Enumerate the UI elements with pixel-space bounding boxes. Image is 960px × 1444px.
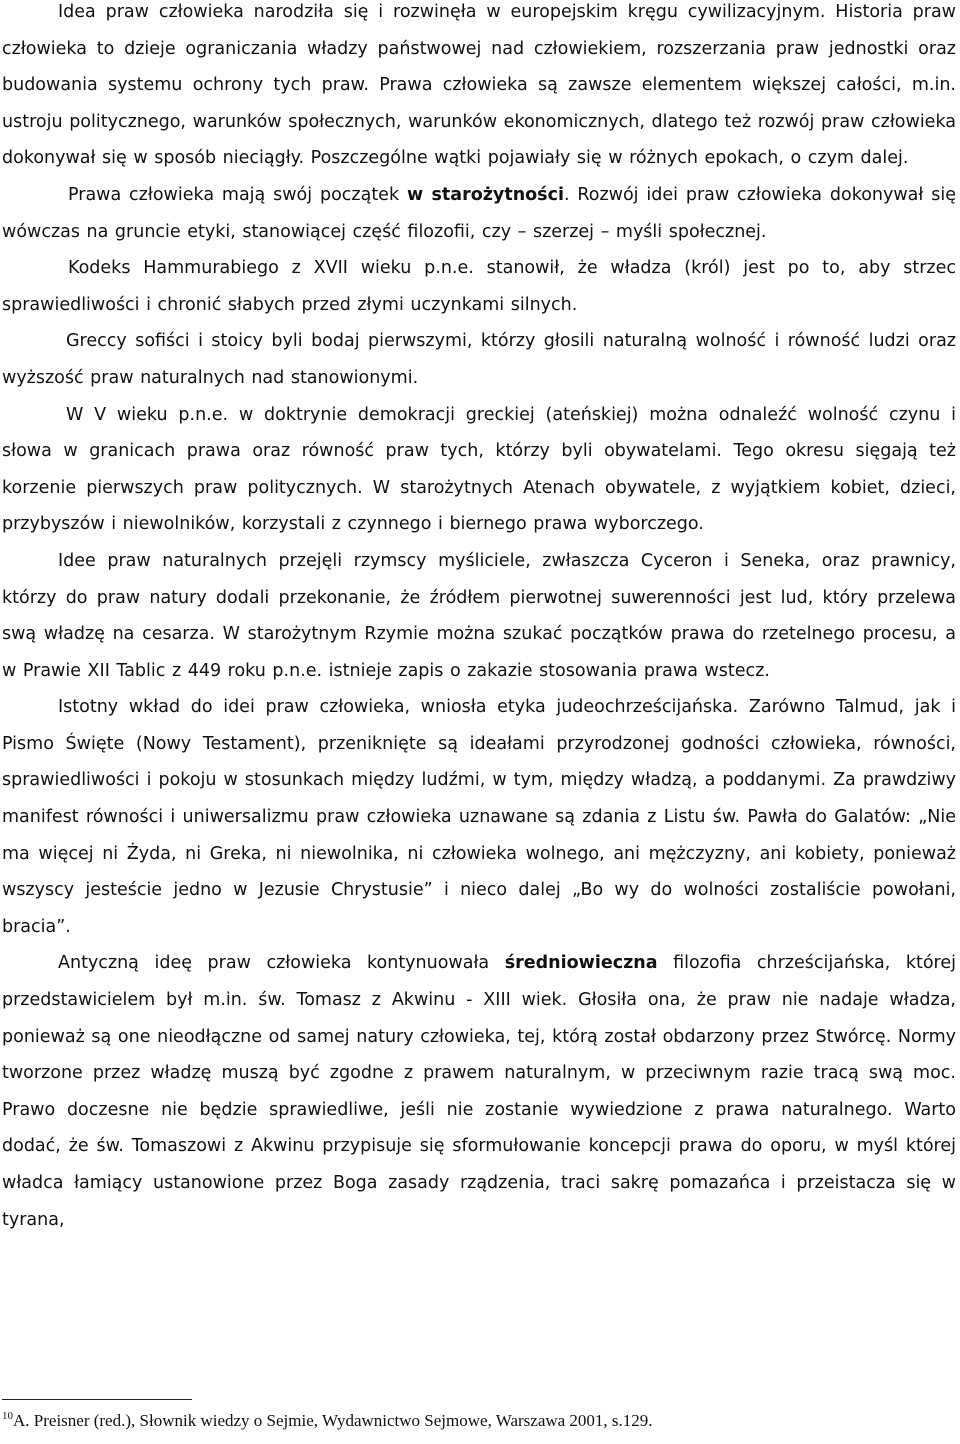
paragraph-text: Kodeks Hammurabiego z XVII wieku p.n.e. stanowił, że władza (król) jest po to, aby strzec sprawiedliwości i chronić słabych przed złymi uczynkami silnych. — [2, 258, 956, 315]
footnote — [2, 1410, 952, 1431]
paragraph-text: Idee praw naturalnych przejęli rzymscy myśliciele, zwłaszcza Cyceron i Seneka, oraz prawnicy, którzy do praw natury dodali przekonanie, że źródłem pierwotnej suwerenności jest lud, który przelewa swą władzę na cesarza. W starożytnym Rzymie można szukać początków prawa do rzetelnego procesu, a w Prawie XII Tablic z 449 roku p.n.e. istnieje zapis o zakazie stosowania prawa wstecz. — [2, 550, 956, 681]
footnote-number: 10 — [2, 1410, 13, 1422]
paragraph-text: Idea praw człowieka narodziła się i rozwinęła w europejskim kręgu cywilizacyjnym. Historia praw człowieka to dzieje ograniczania władzy państwowej nad człowiekiem, rozszerzania praw jednostki oraz budowania systemu ochrony tych praw. Prawa człowieka są zawsze elementem większej całości, m.in. ustroju politycznego, warunków społecznych, warunków ekonomicznych, dlatego też rozwój praw człowieka dokonywał się w sposób nieciągły. Poszczególne wątki pojawiały się w różnych epokach, o czym dalej. — [2, 2, 956, 169]
footnote-divider — [2, 1399, 192, 1400]
paragraph — [2, 323, 956, 396]
paragraph-text: filozofia chrześcijańska, której przedstawicielem był m.in. św. Tomasz z Akwinu - XIII wiek. Głosiła ona, że praw nie nadaje władza, ponieważ są one nieodłączne od samej natury człowieka, tej, którą został obdarzony przez Stwórcę. Normy tworzone przez władzę muszą być zgodne z prawem naturalnym, w przeciwnym razie tracą swą moc. Prawo doczesne nie będzie sprawiedliwe, jeśli nie zostanie wywiedzione z prawa naturalnego. Warto dodać, że św. Tomaszowi z Akwinu przypisuje się sformułowanie koncepcji prawa do oporu, w myśl której władca łamiący ustanowione przez Boga zasady rządzenia, traci sakrę pomazańca i przeistacza się w tyrana, — [2, 953, 956, 1230]
paragraph-text: Antyczną ideę praw człowieka kontynuowała — [58, 953, 505, 974]
paragraph — [2, 689, 956, 945]
paragraph-text: Greccy sofiści i stoicy byli bodaj pierwszymi, którzy głosili naturalną wolność i równość ludzi oraz wyższość praw naturalnych nad stanowionymi. — [2, 331, 956, 388]
paragraph — [2, 945, 956, 1238]
bold-text: w starożytności — [406, 184, 564, 205]
paragraph — [2, 0, 956, 177]
paragraph — [2, 250, 956, 323]
paragraph-text: W V wieku p.n.e. w doktrynie demokracji greckiej (ateńskiej) można odnaleźć wolność czynu i słowa w granicach prawa oraz równość praw tych, którzy byli obywatelami. Tego okresu sięgają też korzenie pierwszych praw politycznych. W starożytnych Atenach obywatele, z wyjątkiem kobiet, dzieci, przybyszów i niewolników, korzystali z czynnego i biernego prawa wyborczego. — [2, 404, 956, 535]
bold-text: średniowieczna — [504, 953, 658, 974]
paragraph — [2, 397, 956, 543]
paragraph — [2, 177, 956, 250]
paragraph-text: Prawa człowieka mają swój początek — [68, 184, 407, 205]
paragraph-text: . Rozwój idei praw człowieka dokonywał się wówczas na gruncie etyki, stanowiącej część filozofii, czy – szerzej – myśli społecznej. — [2, 184, 956, 242]
footnote-text: A. Preisner (red.), Słownik wiedzy o Sejmie, Wydawnictwo Sejmowe, Warszawa 2001, s.129. — [13, 1411, 653, 1430]
paragraph — [2, 543, 956, 689]
paragraph-text: Istotny wkład do idei praw człowieka, wniosła etyka judeochrześcijańska. Zarówno Talmud, jak i Pismo Święte (Nowy Testament), przeniknięte są ideałami przyrodzonej godności człowieka, równości, sprawiedliwości i pokoju w stosunkach między ludźmi, w tym, między władzą, a poddanymi. Za prawdziwy manifest równości i uniwersalizmu praw człowieka uznawane są zdania z Listu św. Pawła do Galatów: „Nie ma więcej ni Żyda, ni Greka, ni niewolnika, ni człowieka wolnego, ani mężczyzny, ani kobiety, ponieważ wszyscy jesteście jedno w Jezusie Chrystusie” i nieco dalej „Bo wy do wolności zostaliście powołani, bracia”. — [2, 697, 956, 937]
